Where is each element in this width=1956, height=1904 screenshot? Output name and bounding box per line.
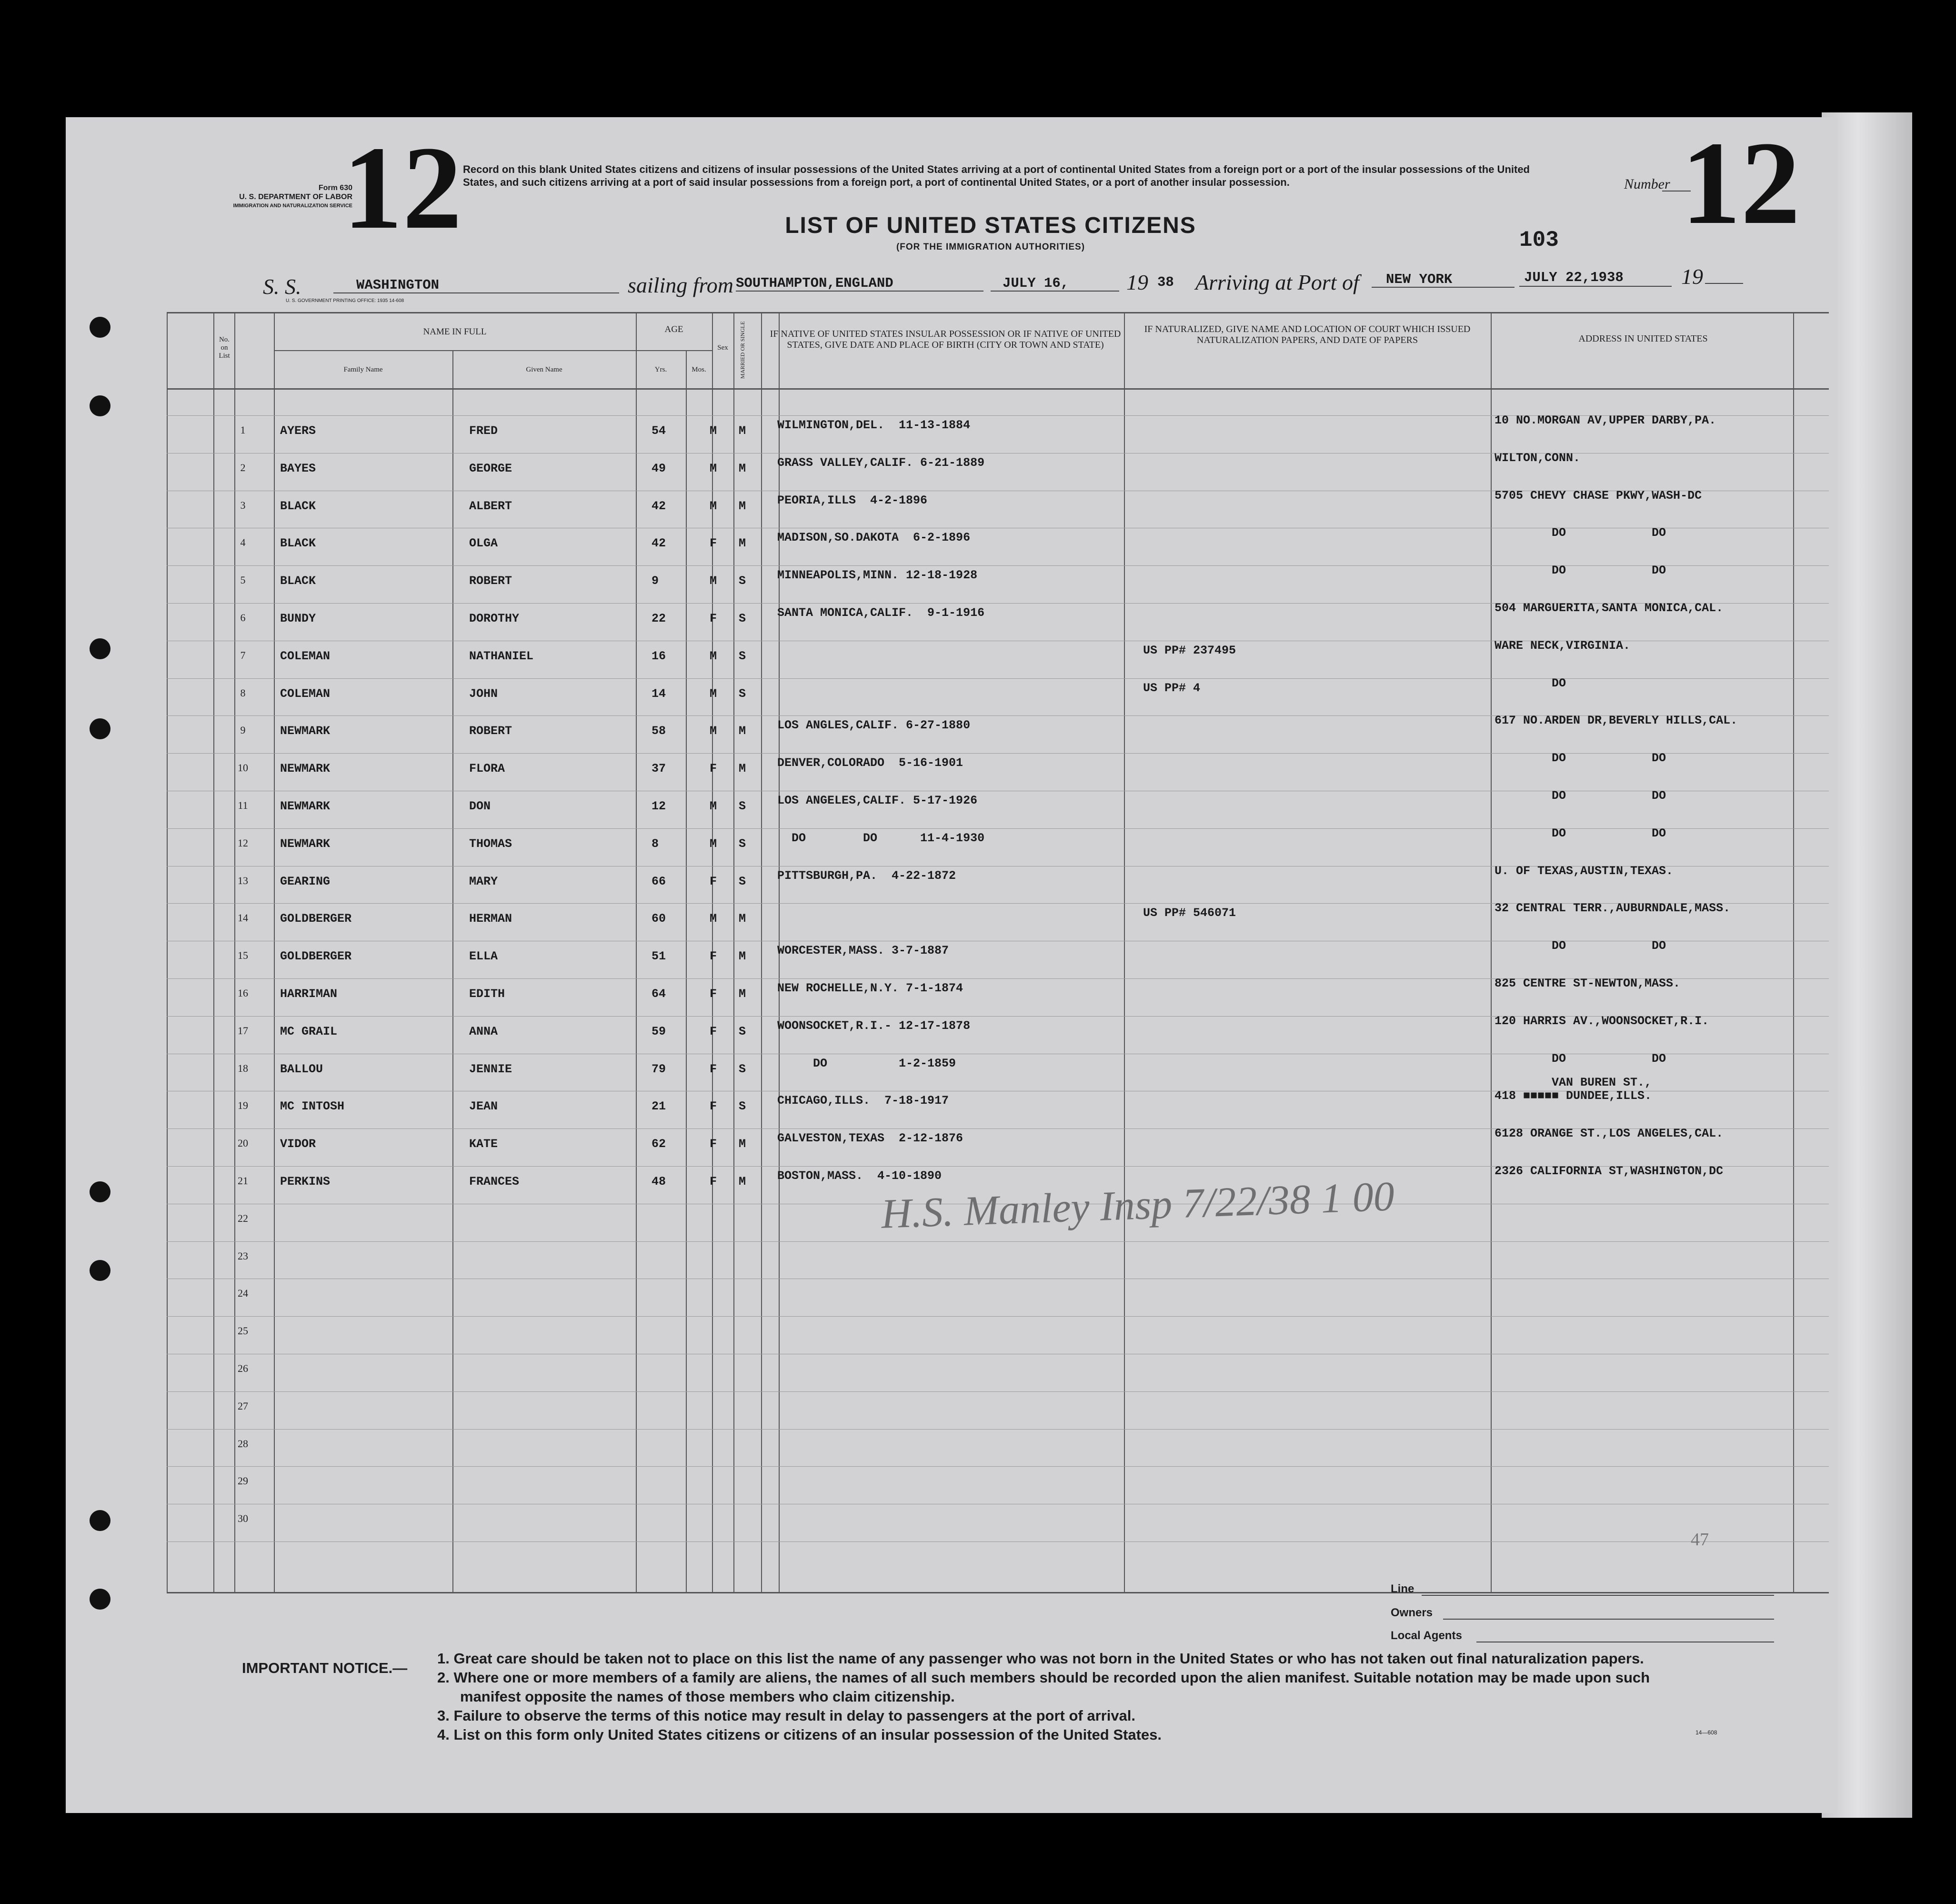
birth-place-date: DENVER,COLORADO 5-16-1901: [777, 756, 963, 770]
birth-place-date: SANTA MONICA,CALIF. 9-1-1916: [777, 606, 985, 620]
birth-place-date: BOSTON,MASS. 4-10-1890: [777, 1169, 942, 1183]
row-number: 20: [238, 1137, 248, 1149]
age-years: 37: [652, 762, 666, 776]
row-number: 27: [238, 1400, 248, 1412]
stamp-number: 103: [1519, 228, 1559, 252]
row-rule: [167, 1241, 1829, 1242]
family-name: MC INTOSH: [280, 1099, 345, 1114]
row-number: 12: [238, 836, 248, 849]
marital-status: M: [739, 949, 746, 964]
row-rule: [167, 1391, 1829, 1392]
family-name: COLEMAN: [280, 686, 331, 701]
birth-place-date: MINNEAPOLIS,MINN. 12-18-1928: [777, 568, 978, 583]
given-name: JOHN: [469, 686, 498, 701]
given-name: FRED: [469, 424, 498, 438]
given-name: KATE: [469, 1137, 498, 1151]
marital-status: S: [739, 574, 746, 588]
family-name: BAYES: [280, 461, 316, 475]
given-name: JEAN: [469, 1099, 498, 1114]
row-rule: [167, 1429, 1829, 1430]
given-name: OLGA: [469, 536, 498, 551]
col-given-name: Given Name: [526, 366, 562, 373]
birth-place-date: PEORIA,ILLS 4-2-1896: [777, 493, 928, 507]
page-subtitle: (FOR THE IMMIGRATION AUTHORITIES): [896, 242, 1085, 252]
row-number: 29: [238, 1475, 248, 1487]
given-name: EDITH: [469, 987, 505, 1001]
birth-place-date: WILMINGTON,DEL. 11-13-1884: [777, 418, 971, 432]
naturalization: US PP# 237495: [1143, 643, 1236, 657]
row-number: 19: [238, 1099, 248, 1112]
year-prefix-2: 19: [1681, 264, 1703, 289]
department-label: U. S. DEPARTMENT OF LABOR: [239, 193, 352, 201]
table-bottom-rule: [167, 1592, 1829, 1593]
birth-place-date: WORCESTER,MASS. 3-7-1887: [777, 944, 949, 958]
sex: F: [710, 874, 717, 888]
row-number: 14: [238, 912, 248, 924]
year-suffix: 38: [1157, 274, 1174, 290]
age-years: 64: [652, 987, 666, 1001]
age-years: 42: [652, 536, 666, 551]
given-name: ALBERT: [469, 499, 512, 513]
age-years: 51: [652, 949, 666, 964]
ship-underline: [333, 292, 619, 293]
marital-status: S: [739, 799, 746, 813]
address: WILTON,CONN.: [1495, 451, 1581, 465]
age-years: 54: [652, 424, 666, 438]
address: DO DO: [1552, 751, 1666, 766]
naturalization: US PP# 4: [1143, 681, 1201, 695]
address: 825 CENTRE ST-NEWTON,MASS.: [1495, 977, 1681, 990]
family-name: VIDOR: [280, 1137, 316, 1151]
record-instructions: Record on this blank United States citizens and citizens of insular possessions of the United States arriving at a port of continental United States from a foreign port or a port of the insular possessions of the United States, and such citizens arriving at a port of said insular possessions from a foreign port, a port of continental United States, or a port of another insular possession.: [463, 163, 1530, 188]
arrival-port: NEW YORK: [1386, 272, 1453, 287]
marital-status: M: [739, 1175, 746, 1189]
marital-status: S: [739, 649, 746, 663]
family-name: NEWMARK: [280, 762, 331, 776]
given-name: MARY: [469, 874, 498, 888]
birth-place-date: DO DO 11-4-1930: [777, 831, 985, 845]
family-name: NEWMARK: [280, 799, 331, 813]
address: DO DO: [1552, 789, 1666, 803]
notice-2: 2. Where one or more members of a family are aliens, the names of all such members should be recorded upon the alien manifest. Suitable notation may be made upon such: [437, 1669, 1650, 1686]
address: 32 CENTRAL TERR.,AUBURNDALE,MASS.: [1495, 901, 1731, 916]
subheader-rule: [274, 350, 636, 351]
age-years: 62: [652, 1137, 666, 1151]
year-underline: [1705, 283, 1743, 284]
col-rule: [167, 312, 168, 1593]
given-name: JENNIE: [469, 1062, 512, 1076]
sex: F: [710, 987, 717, 1001]
address: DO DO: [1552, 939, 1666, 953]
row-number: 11: [238, 799, 248, 811]
form-label: Form 630: [318, 184, 352, 192]
sex: F: [710, 1024, 717, 1038]
row-number: 6: [240, 612, 246, 624]
ss-label: S. S.: [263, 274, 301, 299]
row-number: 23: [238, 1249, 248, 1262]
family-name: BLACK: [280, 574, 316, 588]
address: U. OF TEXAS,AUSTIN,TEXAS.: [1495, 864, 1674, 878]
row-rule: [167, 1466, 1829, 1467]
sex: F: [710, 762, 717, 776]
given-name: NATHANIEL: [469, 649, 534, 663]
age-years: 12: [652, 799, 666, 813]
family-name: BALLOU: [280, 1062, 323, 1076]
birth-place-date: PITTSBURGH,PA. 4-22-1872: [777, 868, 956, 883]
sex: M: [710, 574, 717, 588]
address: 504 MARGUERITA,SANTA MONICA,CAL.: [1495, 601, 1724, 615]
row-number: 15: [238, 949, 248, 962]
address: 120 HARRIS AV.,WOONSOCKET,R.I.: [1495, 1014, 1709, 1028]
date-underline: [991, 291, 1119, 292]
sailing-from: SOUTHAMPTON,ENGLAND: [736, 275, 893, 291]
col-rule: [213, 312, 214, 1593]
inspector-signature: H.S. Manley Insp 7/22/38 1 00: [880, 1173, 1395, 1238]
col-name-in-full: NAME IN FULL: [423, 327, 487, 337]
naturalization: US PP# 546071: [1143, 906, 1236, 920]
binder-hole: [90, 395, 110, 416]
birth-place-date: WOONSOCKET,R.I.- 12-17-1878: [777, 1018, 971, 1033]
row-rule: [167, 678, 1829, 679]
birth-place-date: MADISON,SO.DAKOTA 6-2-1896: [777, 531, 971, 545]
binder-hole: [90, 1260, 110, 1281]
given-name: ANNA: [469, 1024, 498, 1038]
row-number: 25: [238, 1325, 248, 1337]
row-number: 17: [238, 1024, 248, 1037]
port-underline: [1372, 287, 1515, 288]
address: DO DO: [1552, 526, 1666, 540]
line-underline: [1422, 1595, 1774, 1596]
col-rule: [452, 350, 453, 1593]
col-rule: [274, 312, 275, 1593]
marital-status: M: [739, 912, 746, 926]
given-name: DOROTHY: [469, 612, 520, 625]
list-number-left: 12: [343, 122, 462, 254]
given-name: FRANCES: [469, 1175, 520, 1189]
col-sex: Sex: [717, 344, 728, 352]
col-rule: [636, 312, 637, 1593]
sex: M: [710, 724, 717, 738]
binder-hole: [90, 638, 110, 659]
family-name: NEWMARK: [280, 836, 331, 851]
sex: F: [710, 1137, 717, 1151]
row-number: 3: [240, 499, 246, 511]
marital-status: M: [739, 461, 746, 475]
subheader-rule: [636, 350, 712, 351]
col-rule: [733, 312, 734, 1593]
birth-place-date: LOS ANGLES,CALIF. 6-27-1880: [777, 718, 971, 733]
birth-place-date: GALVESTON,TEXAS 2-12-1876: [777, 1131, 963, 1146]
arrival-date: JULY 22,1938: [1524, 270, 1624, 285]
page-mark: 47: [1691, 1530, 1709, 1550]
address: DO DO: [1552, 1051, 1666, 1066]
marital-status: S: [739, 1024, 746, 1038]
page-title: LIST OF UNITED STATES CITIZENS: [785, 213, 1196, 238]
age-years: 49: [652, 461, 666, 475]
marital-status: M: [739, 987, 746, 1001]
row-number: 1: [240, 424, 246, 436]
family-name: GEARING: [280, 874, 331, 888]
row-rule: [167, 1316, 1829, 1317]
sex: M: [710, 799, 717, 813]
family-name: AYERS: [280, 424, 316, 438]
age-years: 48: [652, 1175, 666, 1189]
address: 418 ■■■■■ DUNDEE,ILLS.: [1495, 1089, 1652, 1103]
col-family-name: Family Name: [343, 366, 383, 373]
age-years: 60: [652, 912, 666, 926]
form-block: [210, 183, 352, 211]
age-years: 8: [652, 836, 659, 851]
ship-name: WASHINGTON: [356, 277, 440, 293]
row-number: 8: [240, 686, 246, 699]
notice-3: 3. Failure to observe the terms of this notice may result in delay to passengers at the port of arrival.: [437, 1707, 1136, 1724]
col-rule: [1491, 312, 1492, 1593]
agents-label: Local Agents: [1391, 1629, 1462, 1642]
address: 6128 ORANGE ST.,LOS ANGELES,CAL.: [1495, 1127, 1724, 1141]
col-yrs: Yrs.: [654, 366, 667, 373]
sex: M: [710, 461, 717, 475]
row-number: 13: [238, 874, 248, 887]
arriving-label: Arriving at Port of: [1195, 270, 1359, 294]
row-number: 22: [238, 1212, 248, 1224]
binder-hole: [90, 1589, 110, 1610]
family-name: GOLDBERGER: [280, 912, 352, 926]
owners-underline: [1443, 1619, 1774, 1620]
marital-status: S: [739, 836, 746, 851]
sex: M: [710, 649, 717, 663]
row-number: 10: [238, 762, 248, 774]
row-number: 9: [240, 724, 246, 736]
printing-note: U. S. GOVERNMENT PRINTING OFFICE: 1935 14-608: [286, 298, 404, 303]
departure-date: JULY 16,: [1003, 275, 1069, 291]
row-number: 2: [240, 461, 246, 473]
age-years: 66: [652, 874, 666, 888]
marital-status: S: [739, 1062, 746, 1076]
binder-hole: [90, 1181, 110, 1202]
binder-hole: [90, 1510, 110, 1531]
address: DO DO: [1552, 564, 1666, 578]
col-birthplace: IF NATIVE OF UNITED STATES INSULAR POSSESSION OR IF NATIVE OF UNITED STATES, GIVE DATE AND PLACE OF BIRTH (CITY OR TOWN AND STATE): [770, 329, 1121, 350]
row-rule: [167, 1541, 1829, 1542]
row-number: 5: [240, 574, 246, 586]
notice-1: 1. Great care should be taken not to place on this list the name of any passenger who was not born in the United States or who has not taken out final naturalization papers.: [437, 1650, 1644, 1667]
col-married-or-single: MARRIED OR SINGLE: [739, 321, 746, 379]
family-name: GOLDBERGER: [280, 949, 352, 964]
marital-status: M: [739, 536, 746, 551]
owners-label: Owners: [1391, 1606, 1433, 1619]
sex: M: [710, 836, 717, 851]
sex: F: [710, 1099, 717, 1114]
marital-status: S: [739, 1099, 746, 1114]
marital-status: S: [739, 612, 746, 625]
address: 617 NO.ARDEN DR,BEVERLY HILLS,CAL.: [1495, 714, 1738, 728]
birth-place-date: LOS ANGELES,CALIF. 5-17-1926: [777, 794, 978, 807]
col-rule: [761, 312, 762, 1593]
sex: M: [710, 424, 717, 438]
row-number: 30: [238, 1512, 248, 1525]
col-mos: Mos.: [692, 366, 706, 373]
notice-4: 4. List on this form only United States citizens or citizens of an insular possession of the United States.: [437, 1726, 1162, 1743]
list-number-right: 12: [1681, 117, 1800, 249]
notice-2-cont: manifest opposite the names of those members who claim citizenship.: [460, 1688, 955, 1705]
address: 5705 CHEVY CHASE PKWY,WASH-DC: [1495, 488, 1702, 503]
row-number: 16: [238, 987, 248, 999]
col-rule: [1124, 312, 1125, 1593]
row-number: 7: [240, 649, 246, 661]
marital-status: S: [739, 874, 746, 888]
sailing-underline: [736, 291, 983, 292]
marital-status: M: [739, 724, 746, 738]
birth-place-date: GRASS VALLEY,CALIF. 6-21-1889: [777, 455, 985, 470]
address: DO DO: [1552, 826, 1666, 840]
given-name: HERMAN: [469, 912, 512, 926]
sex: F: [710, 612, 717, 625]
table-top-rule: [167, 312, 1829, 313]
address: 10 NO.MORGAN AV,UPPER DARBY,PA.: [1495, 413, 1716, 427]
age-years: 42: [652, 499, 666, 513]
sex: F: [710, 949, 717, 964]
family-name: COLEMAN: [280, 649, 331, 663]
family-name: NEWMARK: [280, 724, 331, 738]
marital-status: M: [739, 424, 746, 438]
given-name: ELLA: [469, 949, 498, 964]
age-years: 16: [652, 649, 666, 663]
col-rule: [1793, 312, 1794, 1593]
sex: F: [710, 1062, 717, 1076]
marital-status: M: [739, 499, 746, 513]
line-label: Line: [1391, 1582, 1414, 1595]
sex: M: [710, 686, 717, 701]
age-years: 79: [652, 1062, 666, 1076]
family-name: HARRIMAN: [280, 987, 338, 1001]
notice-heading: IMPORTANT NOTICE.—: [242, 1660, 408, 1676]
age-years: 14: [652, 686, 666, 701]
sex: M: [710, 912, 717, 926]
sex: F: [710, 536, 717, 551]
address: 2326 CALIFORNIA ST,WASHINGTON,DC: [1495, 1164, 1724, 1178]
row-number: 26: [238, 1362, 248, 1374]
address-correction: VAN BUREN ST.,: [1552, 1076, 1652, 1090]
birth-place-date: DO 1-2-1859: [777, 1056, 956, 1070]
address: WARE NECK,VIRGINIA.: [1495, 638, 1631, 653]
number-label: Number: [1624, 176, 1670, 192]
given-name: DON: [469, 799, 491, 813]
given-name: GEORGE: [469, 461, 512, 475]
year-prefix: 19: [1126, 270, 1148, 294]
service-label: IMMIGRATION AND NATURALIZATION SERVICE: [233, 203, 352, 209]
marital-status: M: [739, 1137, 746, 1151]
sex: F: [710, 1175, 717, 1189]
marital-status: S: [739, 686, 746, 701]
row-number: 4: [240, 536, 246, 549]
sailing-from-label: sailing from: [628, 273, 733, 297]
row-number: 28: [238, 1437, 248, 1450]
marital-status: M: [739, 762, 746, 776]
binder-hole: [90, 718, 110, 739]
row-number: 21: [238, 1175, 248, 1187]
col-age: AGE: [664, 324, 683, 334]
birth-place-date: NEW ROCHELLE,N.Y. 7-1-1874: [777, 981, 963, 995]
birth-place-date: CHICAGO,ILLS. 7-18-1917: [777, 1094, 949, 1108]
family-name: BLACK: [280, 536, 316, 551]
header-bottom-rule: [167, 388, 1829, 390]
row-number: 24: [238, 1287, 248, 1300]
address: DO: [1552, 676, 1566, 690]
col-address: ADDRESS IN UNITED STATES: [1578, 333, 1708, 344]
family-name: BUNDY: [280, 612, 316, 625]
notice-list: [437, 1649, 1785, 1744]
age-years: 22: [652, 612, 666, 625]
col-no-on-list: No. on List: [219, 336, 230, 360]
given-name: FLORA: [469, 762, 505, 776]
given-name: ROBERT: [469, 574, 512, 588]
given-name: ROBERT: [469, 724, 512, 738]
family-name: BLACK: [280, 499, 316, 513]
age-years: 21: [652, 1099, 666, 1114]
col-rule: [686, 350, 687, 1593]
row-number: 18: [238, 1062, 248, 1074]
sex: M: [710, 499, 717, 513]
binder-hole: [90, 317, 110, 338]
age-years: 9: [652, 574, 659, 588]
col-naturalized: IF NATURALIZED, GIVE NAME AND LOCATION OF COURT WHICH ISSUED NATURALIZATION PAPERS, AND DATE OF PAPERS: [1144, 324, 1471, 345]
arrival-underline: [1519, 286, 1672, 287]
given-name: THOMAS: [469, 836, 512, 851]
age-years: 59: [652, 1024, 666, 1038]
form-code: 14—608: [1695, 1729, 1717, 1736]
family-name: PERKINS: [280, 1175, 331, 1189]
age-years: 58: [652, 724, 666, 738]
family-name: MC GRAIL: [280, 1024, 338, 1038]
